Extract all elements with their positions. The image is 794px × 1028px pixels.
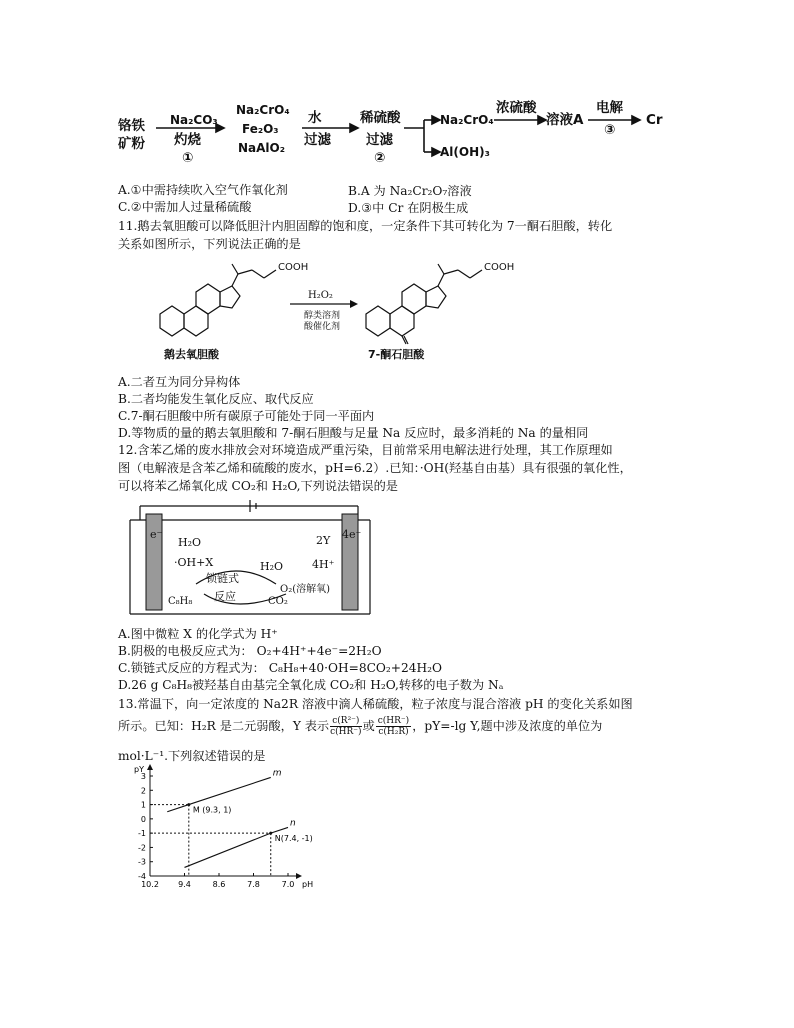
annotation-point	[187, 803, 190, 806]
water-label: 水	[308, 110, 322, 126]
raw-material-line2: 矿粉	[118, 136, 145, 152]
q11-option-a: A.二者互为同分异构体	[118, 375, 241, 389]
series-label-n: n	[290, 818, 296, 829]
ph-chart	[128, 764, 328, 894]
branch-aloh3: Al(OH)₃	[440, 145, 490, 159]
product1-na2cro4: Na₂CrO₄	[236, 103, 290, 117]
q13-stem-line3: mol·L⁻¹.下列叙述错误的是	[118, 749, 266, 763]
q10-option-d: D.③中 Cr 在阴极生成	[348, 201, 469, 215]
process-flow-chart	[118, 100, 678, 178]
electrolysis-cell-diagram	[126, 498, 376, 618]
q13-stem-line2-end: ，pY=-lg Y,题中涉及浓度的单位为	[412, 719, 603, 733]
q12-option-c: C.锁链式反应的方程式为： C₈H₈+40·OH=8CO₂+24H₂O	[118, 661, 443, 675]
electron-right: 4e⁻	[342, 528, 362, 541]
q12-option-d: D.26 g C₈H₈被羟基自由基完全氧化成 CO₂和 H₂O,转移的电子数为 Nₐ	[118, 678, 504, 692]
oh-x-label: ·OH+X	[174, 556, 214, 569]
h2o-left: H₂O	[178, 536, 202, 549]
q11-reaction-scheme	[140, 254, 550, 364]
raw-material-line1: 铬铁	[118, 118, 145, 134]
y-tick-label: -3	[138, 857, 146, 867]
h2o-mid: H₂O	[260, 560, 284, 573]
fraction-2-den: c(H₂R)	[378, 727, 409, 737]
chain-reaction-label1: 锁链式	[206, 572, 239, 585]
x-tick-label: 7.0	[281, 880, 295, 889]
q13-stem-line1: 13.常温下，向一定浓度的 Na2R 溶液中滴人稀硫酸，粒子浓度与混合溶液 pH 的变化关系如图	[118, 697, 633, 711]
step2-number: ②	[374, 150, 386, 166]
reagent-h2o2: H₂O₂	[308, 290, 333, 301]
y-tick-label: -2	[138, 843, 146, 853]
o2-dissolved-label: O₂(溶解氧)	[280, 584, 331, 595]
x-tick-label: 7.8	[247, 880, 260, 889]
chain-reaction-label2: 反应	[214, 590, 236, 603]
product1-naalo2: NaAlO₂	[238, 141, 285, 155]
y-tick-label: -4	[138, 872, 146, 881]
fraction-1-den: c(HR⁻)	[330, 727, 362, 737]
final-product-cr: Cr	[646, 112, 663, 128]
step1-number: ①	[182, 150, 194, 166]
q11-option-c: C.7-酮石胆酸中所有碳原子可能处于同一平面内	[118, 409, 375, 423]
step1-label: 灼烧	[174, 132, 201, 148]
q12-stem-line3: 可以将苯乙烯氧化成 CO₂和 H₂O,下列说法错误的是	[118, 479, 398, 493]
q12-stem-line1: 12.含苯乙烯的废水排放会对环境造成严重污染，目前常采用电解法进行处理，其工作原理如	[118, 443, 613, 457]
q11-option-d: D.等物质的量的鹅去氧胆酸和 7-酮石胆酸与足量 Na 反应时，最多消耗的 Na 的量相同	[118, 426, 589, 440]
q11-stem-line2: 关系如图所示，下列说法正确的是	[118, 237, 301, 251]
catalyst-line2: 酸催化剂	[304, 322, 341, 332]
filter2-label: 过滤	[366, 132, 393, 148]
y-tick-label: 3	[140, 772, 146, 781]
solution-a-label: 溶液A	[546, 112, 584, 128]
x-axis-arrow	[296, 873, 302, 879]
filter1-label: 过滤	[304, 132, 331, 148]
x-tick-label: 8.6	[212, 880, 226, 889]
conc-acid-label: 浓硫酸	[496, 100, 537, 116]
q12-stem-line2: 图（电解液是含苯乙烯和硫酸的废水，pH=6.2）.已知：·OH(羟基自由基）具有很强的氧化性，	[118, 461, 632, 475]
electron-left: e⁻	[150, 528, 163, 541]
y-tick-label: 0	[140, 814, 146, 824]
c8h8-label: C₈H₈	[168, 596, 193, 607]
ph-chart-svg	[128, 764, 328, 894]
left-cooh: COOH	[278, 262, 309, 273]
right-compound-name: 7-酮石胆酸	[368, 348, 425, 361]
two-y-label: 2Y	[316, 534, 331, 547]
annotation-label: N(7.4, -1)	[274, 834, 313, 844]
q12-option-a: A.图中微粒 X 的化学式为 H⁺	[118, 627, 278, 641]
q10-option-c: C.②中需加人过量稀硫酸	[118, 200, 252, 214]
x-tick-label: 9.4	[178, 880, 191, 889]
or-word: 或	[362, 719, 375, 733]
y-tick-label: -1	[138, 829, 146, 839]
y-tick-label: 1	[140, 800, 146, 810]
fraction-2	[376, 716, 411, 737]
q10-option-a: A.①中需持续吹入空气作氧化剂	[118, 183, 288, 197]
series-label-m: m	[272, 768, 282, 779]
q13-stem-line2	[118, 716, 602, 737]
electrolysis-label: 电解	[596, 100, 623, 116]
reagent-na2co3: Na₂CO₃	[170, 113, 218, 127]
step3-number: ③	[604, 122, 616, 138]
series-line-n	[185, 827, 289, 867]
q11-stem-line1: 11.鹅去氧胆酸可以降低胆汁内胆固醇的饱和度，一定条件下其可转化为 7一酮石胆酸，转化	[118, 219, 613, 233]
co2-label: CO₂	[268, 596, 288, 607]
x-axis-label: pH	[302, 880, 314, 889]
left-compound-name: 鹅去氧胆酸	[164, 348, 219, 361]
dilute-acid-label: 稀硫酸	[360, 110, 401, 126]
branch-na2cro4: Na₂CrO₄	[440, 113, 494, 127]
right-cooh: COOH	[484, 262, 515, 273]
fraction-1	[330, 716, 361, 737]
x-tick-label: 10.2	[141, 880, 159, 889]
annotation-label: M (9.3, 1)	[192, 805, 232, 815]
catalyst-line1: 醇类溶剂	[304, 311, 341, 321]
q13-stem-line2-start: 所示。已知：H₂R 是二元弱酸，Y 表示	[118, 719, 330, 733]
y-axis-label: pY	[134, 765, 144, 774]
y-axis-arrow	[147, 764, 153, 770]
q11-option-b: B.二者均能发生氧化反应、取代反应	[118, 392, 314, 406]
y-tick-label: 2	[140, 786, 146, 796]
fraction-1-num: c(R²⁻)	[330, 716, 361, 727]
cell-drawing	[126, 498, 376, 618]
fraction-2-num: c(HR⁻)	[377, 716, 410, 726]
q10-option-b: B.A 为 Na₂Cr₂O₇溶液	[348, 184, 472, 198]
q12-option-b: B.阴极的电极反应式为： O₂+4H⁺+4e⁻=2H₂O	[118, 644, 382, 658]
product1-fe2o3: Fe₂O₃	[242, 122, 279, 136]
annotation-point	[269, 832, 272, 835]
four-h-label: 4H⁺	[312, 558, 335, 571]
